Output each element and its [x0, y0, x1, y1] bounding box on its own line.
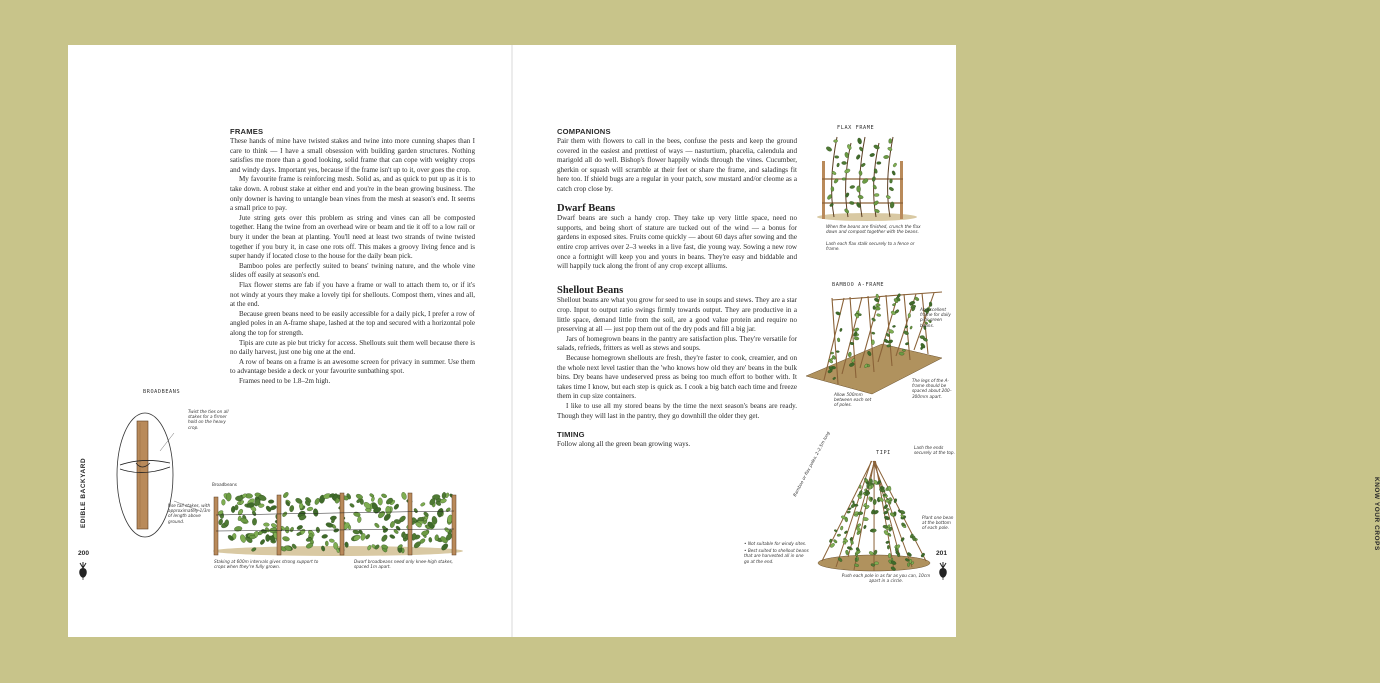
broadbean-leaf [289, 527, 294, 533]
flax-bean-leaf [872, 176, 876, 182]
tipi-bean-leaf [834, 529, 838, 532]
broadbeans-label: Broadbeans [212, 482, 237, 487]
broadbeans-figure-title: BROADBEANS [143, 389, 181, 395]
broadbean-leaf [380, 534, 388, 543]
aframe-bean-leaf [854, 337, 859, 341]
twist-ties-note: Twist the ties on all stakes for a firmer hold on the heavy crop. [188, 409, 229, 430]
flax-bean-leaf [889, 187, 895, 192]
bamboo-top-pole [832, 292, 942, 300]
flax-bean-leaf [887, 147, 892, 152]
tipi-note-push: Push each pole in as far as you can, 10cm apart in a circle. [841, 573, 931, 584]
flax-bean-leaf [850, 185, 856, 189]
tipi-note-lash: Lash the ends securely at the top. [914, 445, 955, 456]
page-number-right: 201 [936, 550, 948, 557]
dwarf-beans-heading: Dwarf Beans [557, 202, 616, 214]
aframe-bean-leaf [910, 326, 913, 330]
flax-bean-leaf [858, 195, 864, 200]
flax-bean-leaf [847, 144, 853, 151]
frames-paragraph: Because green beans need to be easily accessible for a daily pick, I prefer a row of angled poles in an A-frame shape, lashed at the top and secured with a horizontal pole along the top for strength. [230, 309, 475, 337]
frames-paragraph: Flax flower stems are fab if you have a frame or wall to attach them to, or if it's not windy at yours they make a lovely tipi for shellouts. Compost them, vines and all, at the end. [230, 281, 475, 309]
aframe-bean-leaf [876, 313, 881, 317]
tipi-bullets [744, 541, 810, 564]
running-head-right: KNOW YOUR CROPS [1373, 477, 1380, 551]
broadbean-leaf [401, 492, 408, 501]
aframe-bean-leaf [853, 331, 858, 337]
broadbean-leaf [442, 492, 447, 499]
tipi-bean-leaf [869, 478, 872, 483]
broadbean-leaf [265, 534, 270, 541]
broadbean-leaf [357, 516, 362, 523]
tipi-bean-leaf [833, 539, 838, 544]
tall-stakes-note: Use tall stakes, with approximately 1/3m of length above ground. [168, 503, 211, 524]
broadbean-leaf [235, 505, 238, 510]
flax-bean-leaf [892, 162, 897, 167]
broadbean-leaf [371, 497, 375, 502]
tipi-bean-leaf [920, 552, 925, 557]
tipi-bean-leaf [907, 552, 913, 557]
broadbean-leaf [282, 511, 288, 517]
frames-paragraph: Tipis are cute as pie but tricky for access. Shellouts suit them well because there is no daily harvest, just one big one at the end. [230, 338, 475, 357]
broadbean-leaf [365, 534, 371, 540]
broadbean-leaf [381, 493, 388, 498]
tipi-bean-leaf [845, 550, 849, 555]
tipi-bean-leaf [854, 504, 858, 507]
tipi-pole [836, 461, 871, 567]
tipi-bean-leaf [859, 485, 861, 489]
flax-bean-leaf [844, 208, 850, 214]
flax-bean-leaf [835, 156, 839, 159]
aframe-bean-leaf [876, 304, 881, 307]
broadbean-leaf [226, 493, 232, 502]
companions-paragraph: Pair them with flowers to call in the bees, confuse the pests and keep the ground covered in the easiest and prettiest of ways — nasturtium, phacelia, calendula and marigold all do well. Bishop's flower happily winds through the vines. Cucumber, gherkin or squash will scramble at their feet or share the frame, and saladings fit here too. If shield bugs are a regular in your patch, sow mustard and/or cleome as a catch crop close by. [557, 137, 797, 194]
tipi-bean-leaf [873, 499, 877, 505]
broadbean-leaf [423, 511, 430, 517]
aframe-bean-leaf [929, 302, 932, 307]
tipi-bean-leaf [855, 558, 857, 562]
tipi-bean-leaf [863, 525, 867, 529]
flax-bean-leaf [844, 168, 851, 174]
broadbean-leaf [285, 526, 290, 533]
tipi-bean-leaf [883, 525, 888, 528]
flax-note-lash: Lash each flax stalk securely to a fence or frame. [826, 241, 915, 252]
flax-frame-illustration [812, 133, 922, 223]
broadbean-leaf [445, 507, 451, 513]
broadbean-leaf [413, 508, 418, 514]
tipi-bean-leaf [874, 562, 878, 565]
flax-bean-leaf [892, 170, 896, 175]
broadbean-leaf [282, 491, 289, 498]
dwarf-beans-paragraph: Dwarf beans are such a handy crop. They take up very little space, need no supports, and being short of stature are tucked out of the wind — a bonus for gardens in exposed sites. Fruits come quickly — about 60 days after sowing and the entire crop arrives over 2–3 weeks in a live fast, die young way. Sowing a new row once a fortnight will keep you and yours in beans. They're easy and biddable and will happily tuck along the front of any crop except alliums. [557, 214, 797, 271]
right-text-column [557, 127, 797, 450]
broadbean-leaf [222, 499, 226, 505]
page-number-left: 200 [78, 550, 90, 557]
frames-paragraph: A row of beans on a frame is an awesome screen for privacy in summer. Use them to advantage beside a deck or your favourite sunbathing spot. [230, 357, 475, 376]
flax-bean-leaf [877, 161, 882, 164]
tipi-bullet-1: Not suitable for windy sites. [747, 541, 807, 546]
broadbean-leaf [313, 508, 319, 516]
left-page [68, 45, 512, 637]
aframe-bean-leaf [848, 352, 852, 357]
running-head-left: EDIBLE BACKYARD [80, 457, 87, 528]
tipi-bean-leaf [888, 553, 891, 558]
flax-bean-leaf [857, 137, 862, 144]
companions-heading: COMPANIONS [557, 127, 611, 136]
aframe-bean-leaf [871, 317, 876, 322]
tipi-bean-leaf [887, 545, 890, 549]
aframe-bean-leaf [871, 332, 875, 335]
aframe-bean-leaf [908, 313, 911, 317]
flax-bean-leaf [888, 138, 891, 143]
aframe-bean-leaf [892, 303, 896, 306]
timing-paragraph: Follow along all the green bean growing ways. [557, 440, 691, 449]
broadbean-leaf [282, 536, 290, 542]
aframe-bean-leaf [839, 328, 842, 332]
shellout-paragraph: Shellout beans are what you grow for seed to use in soups and stews. They are a star crop. Input to output ratio swings firmly towards output. They are productive in a little space, demand little from the soil, are a good value protein and require no preserving at all — just pop them out of the dry pods and fill a big jar. [557, 296, 797, 334]
flax-bean-leaf [856, 154, 861, 160]
bamboo-note-excellent: An excellent frame for daily pick green beans. [920, 307, 951, 328]
broadbean-leaf [418, 517, 424, 521]
broadbean-leaf [325, 541, 328, 546]
timing-heading: TIMING [557, 430, 585, 440]
broadbean-leaf [333, 528, 339, 533]
frames-paragraph: Bamboo poles are perfectly suited to beans' twining nature, and the whole vine slides off easily at season's end. [230, 261, 475, 280]
bamboo-frame-title: BAMBOO A-FRAME [832, 282, 885, 288]
broadbean-leaf [259, 539, 265, 546]
radish-icon [936, 562, 950, 580]
book-spread [68, 45, 1380, 637]
flax-bean-leaf [836, 163, 839, 167]
broadbean-leaf [329, 538, 335, 543]
broadbean-leaf [349, 503, 355, 509]
tipi-pole [822, 461, 872, 561]
broadbeans-row-illustration [208, 485, 468, 561]
frames-paragraph: Jute string gets over this problem as string and vines can all be composted together. Hang the twine from an overhead wire or beam and tie it off to a low rail or bury it under the bean at planting. You'll need at least two strands of twine twisted together if you bury it, in case one rots off. This makes a groovy living fence and is super handy if located close to the house for the daily bean pick. [230, 213, 475, 261]
tipi-bullet-2: Best suited to shellout beans that are harvested all in one go at the end. [744, 548, 809, 564]
broadbean-leaf [428, 537, 432, 542]
broadbean-leaf [321, 534, 328, 539]
frames-paragraph: These hands of mine have twisted stakes and twine into more cunning shapes than I care to think — I have a small obsession with building garden structures. Nothing satisfies me more than a good looking, solid frame that can cope with weighty crops and windy days. Important yes, because if the frame isn't up to it, over goes the crop. [230, 137, 475, 174]
frames-paragraph: My favourite frame is reinforcing mesh. Solid as, and as quick to put up as it is to take down. A robust stake at either end and you're in the bean growing business. The only downer is having to untangle bean vines from the mesh at season's end. It seems a small price to pay. [230, 175, 475, 213]
tipi-bean-leaf [837, 534, 841, 537]
flax-bean-leaf [842, 178, 846, 181]
aframe-bean-leaf [876, 294, 879, 299]
flax-bean-leaf [886, 195, 891, 199]
shellout-beans-heading: Shellout Beans [557, 284, 624, 296]
flax-note-finished: When the beans are finished, crunch the flax down and compost together with the beans. [826, 224, 921, 235]
tipi-bean-leaf [829, 539, 833, 543]
aframe-bean-leaf [836, 350, 840, 352]
broadbean-leaf [385, 506, 391, 515]
flax-bean-leaf [844, 152, 849, 158]
tipi-bean-leaf [912, 536, 916, 542]
flax-bean-leaf [883, 155, 889, 159]
shellout-paragraph: Jars of homegrown beans in the pantry are satisfaction plus. They're versatile for salads, refrieds, fritters as well as stews and soups. [557, 334, 797, 353]
broadbean-leaf [268, 500, 274, 504]
broadbean-leaf [393, 503, 400, 510]
flax-bean-leaf [831, 187, 834, 192]
tipi-bean-leaf [865, 490, 868, 495]
tipi-bean-leaf [850, 540, 854, 545]
broadbean-leaf [389, 534, 396, 540]
broadbean-leaf [299, 503, 303, 509]
flax-bean-leaf [856, 186, 860, 193]
flax-bean-leaf [869, 153, 875, 158]
tipi-note-poles: Bamboo or flax poles, 2–2.5m long [792, 430, 831, 498]
flax-bean-leaf [858, 170, 862, 175]
frames-heading: FRAMES [230, 127, 264, 136]
tipi-title: TIPI [876, 450, 891, 456]
flax-frame-title: FLAX FRAME [837, 125, 875, 131]
flax-bean-leaf [849, 201, 854, 205]
shellout-paragraph: Because homegrown shellouts are fresh, they're faster to cook, creamier, and on the whole next level tastier than the 'who knows how old they are' beans in the bulk bins. Dry beans have undeserved press as being too much effort to bother with. It takes time I know, but each step is quick as. I cook a big batch each time and freeze them in cup size containers. [557, 353, 797, 401]
flax-bean-leaf [874, 193, 879, 196]
broadbean-leaf [265, 505, 272, 513]
bamboo-note-legs: The legs of the A-frame should be spaced about 200–300mm apart. [912, 378, 952, 399]
flax-bean-leaf [842, 161, 847, 164]
tipi-bean-leaf [852, 500, 855, 504]
aframe-bean-leaf [837, 338, 840, 343]
broadbean-leaf [289, 505, 294, 512]
aframe-bean-leaf [892, 325, 896, 328]
broadbean-leaf [307, 507, 314, 512]
tipi-bullet-item: • Best suited to shellout beans that are harvested all in one go at the end. [744, 548, 809, 564]
aframe-bean-leaf [873, 306, 876, 310]
tipi-bullet-item: • Not suitable for windy sites. [744, 541, 807, 546]
flax-bean-leaf [833, 139, 837, 142]
dwarf-broadbeans-note: Dwarf broadbeans need only knee-high stakes, spaced 1m apart. [354, 559, 453, 570]
frames-section [230, 127, 475, 387]
staking-intervals-note: Staking at 600m intervals gives strong support to crops when they're fully grown. [214, 559, 319, 570]
right-page [512, 45, 1380, 637]
tipi-bean-leaf [870, 497, 872, 501]
broadbean-leaf [374, 522, 380, 528]
bamboo-note-spacing: Allow 500mm between each set of poles. [834, 392, 872, 408]
shellout-paragraph: I like to use all my stored beans by the time the next season's beans are ready. Though they will last in the pantry, they go downhill the older they get. [557, 401, 797, 420]
broadbean-leaf [420, 502, 426, 507]
tipi-bean-leaf [869, 485, 872, 489]
broadbean-leaf [378, 498, 383, 506]
flax-bean-leaf [825, 146, 832, 152]
radish-icon [76, 562, 90, 580]
broadbean-leaf [330, 515, 337, 520]
tipi-bean-leaf [840, 526, 843, 531]
aframe-bean-leaf [871, 340, 874, 345]
broadbean-leaf [252, 518, 257, 525]
tipi-note-plant: Plant one bean at the bottom of each pole. [922, 515, 954, 531]
frames-paragraph: Frames need to be 1.8–2m high. [239, 376, 331, 385]
broadbean-leaf [263, 523, 269, 527]
broadbean-leaf [249, 535, 255, 539]
